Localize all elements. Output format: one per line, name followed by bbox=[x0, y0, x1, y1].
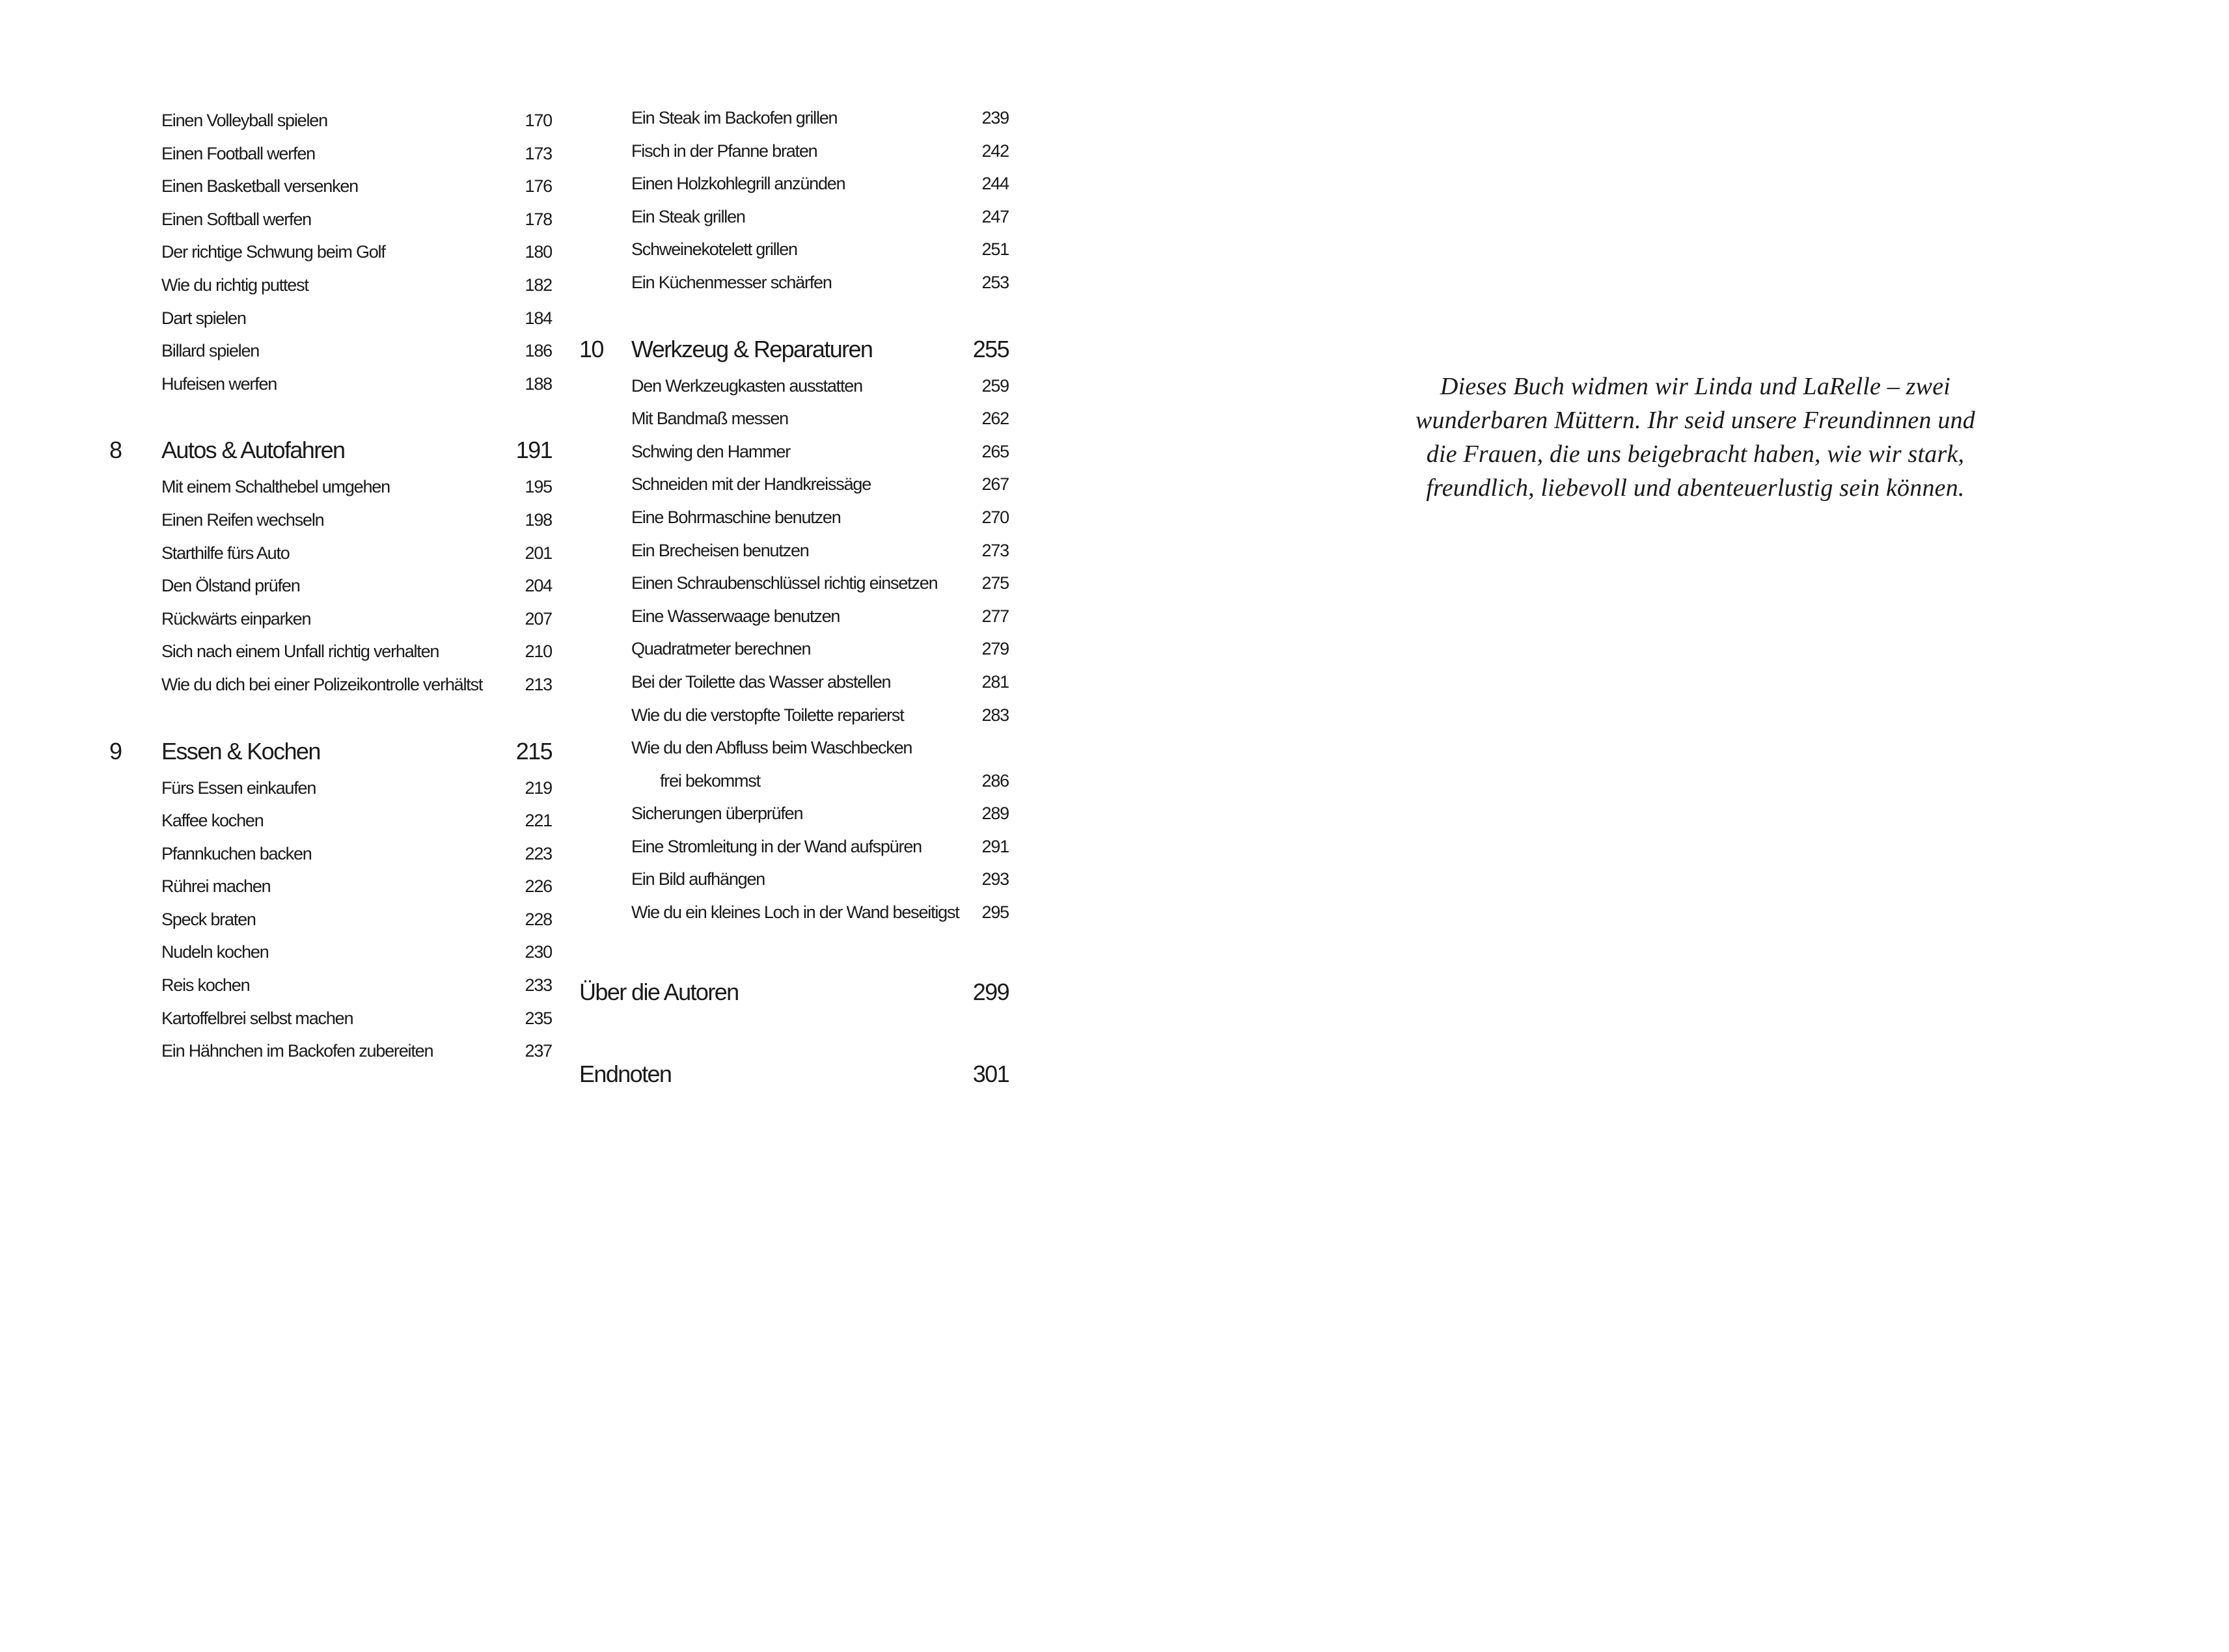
toc-entry-title: Mit Bandmaß messen bbox=[631, 409, 788, 429]
toc-entry-page: 176 bbox=[525, 176, 552, 196]
toc-entry bbox=[579, 442, 1009, 475]
toc-entry-title: Wie du die verstopfte Toilette reparierst bbox=[631, 705, 904, 725]
dedication-line: wunderbaren Müttern. Ihr seid unsere Freundinnen und bbox=[1415, 407, 1975, 434]
toc-entry bbox=[579, 738, 1009, 771]
toc-entry-title: Wie du dich bei einer Polizeikontrolle verhältst bbox=[161, 674, 483, 694]
toc-entry-page: 204 bbox=[525, 576, 552, 596]
toc-entry-page: 223 bbox=[525, 843, 552, 863]
toc-entry-page: 289 bbox=[981, 804, 1009, 824]
toc-chapter-heading bbox=[579, 336, 1009, 376]
toc-entry-page: 262 bbox=[981, 409, 1009, 429]
toc-entry-title: Fürs Essen einkaufen bbox=[161, 778, 316, 798]
toc-entry-title: Einen Volleyball spielen bbox=[161, 111, 327, 130]
toc-entry-page: 226 bbox=[525, 876, 552, 897]
toc-entry-page: 265 bbox=[981, 441, 1009, 461]
toc-entry bbox=[579, 273, 1009, 306]
toc-entry bbox=[109, 510, 552, 543]
toc-entry-title: Einen Basketball versenken bbox=[161, 176, 359, 196]
toc-section-authors bbox=[579, 979, 1009, 1019]
toc-entry-title: Dart spielen bbox=[161, 308, 246, 328]
chapter-title: Essen & Kochen bbox=[161, 737, 320, 765]
toc-entry-page: 188 bbox=[525, 373, 552, 394]
toc-entry-title: Schwing den Hammer bbox=[631, 441, 791, 461]
toc-entry-title: Der richtige Schwung beim Golf bbox=[161, 242, 385, 262]
chapter-page: 191 bbox=[515, 437, 552, 464]
chapter-title: Werkzeug & Reparaturen bbox=[631, 335, 873, 362]
toc-entry bbox=[579, 207, 1009, 240]
dedication bbox=[1341, 370, 2050, 505]
toc-entry-page: 279 bbox=[981, 639, 1009, 659]
chapter-page: 255 bbox=[972, 335, 1009, 362]
toc-entry-title: Schneiden mit der Handkreissäge bbox=[631, 474, 871, 494]
toc-entry-title: Den Ölstand prüfen bbox=[161, 576, 300, 596]
toc-entry-page: 182 bbox=[525, 275, 552, 295]
toc-entry-page: 293 bbox=[981, 869, 1009, 889]
toc-entry-title: Eine Bohrmaschine benutzen bbox=[631, 507, 841, 527]
toc-entry bbox=[109, 642, 552, 675]
toc-entry bbox=[109, 675, 552, 708]
chapter-number: 8 bbox=[109, 437, 122, 464]
toc-entry bbox=[109, 374, 552, 407]
toc-entry bbox=[579, 771, 1009, 804]
toc-entry-title: Billard spielen bbox=[161, 341, 260, 361]
section-title: Endnoten bbox=[579, 1060, 672, 1087]
toc-entry bbox=[109, 876, 552, 910]
toc-entry-title: Wie du den Abfluss beim Waschbecken bbox=[631, 738, 912, 758]
toc-entry-page: 210 bbox=[525, 642, 552, 662]
toc-entry-title: Nudeln kochen bbox=[161, 942, 269, 962]
toc-entry bbox=[579, 639, 1009, 672]
toc-entry-page: 201 bbox=[525, 543, 552, 563]
toc-entry-page: 228 bbox=[525, 909, 552, 929]
toc-entry-title: Einen Football werfen bbox=[161, 143, 315, 163]
toc-entry bbox=[579, 837, 1009, 870]
toc-entry bbox=[109, 543, 552, 576]
toc-entry bbox=[109, 778, 552, 811]
toc-entry-page: 277 bbox=[981, 606, 1009, 626]
toc-entry-title: frei bekommst bbox=[660, 770, 760, 791]
toc-entry bbox=[579, 239, 1009, 273]
toc-entry-page: 186 bbox=[525, 341, 552, 361]
toc-entry-title: Ein Bild aufhängen bbox=[631, 869, 765, 889]
toc-entry bbox=[109, 275, 552, 308]
toc-entry-page: 275 bbox=[981, 573, 1009, 593]
toc-right-column bbox=[579, 108, 1009, 1101]
toc-entry bbox=[109, 910, 552, 943]
toc-entry-page: 233 bbox=[525, 975, 552, 995]
toc-entry-page: 180 bbox=[525, 242, 552, 262]
chapter-number: 9 bbox=[109, 737, 122, 765]
toc-group-sports bbox=[109, 111, 552, 407]
chapter-title: Autos & Autofahren bbox=[161, 437, 345, 464]
toc-entry bbox=[109, 176, 552, 210]
toc-entry bbox=[579, 902, 1009, 936]
toc-entry-page: 170 bbox=[525, 111, 552, 130]
section-title: Über die Autoren bbox=[579, 978, 739, 1005]
section-page: 299 bbox=[972, 978, 1009, 1005]
toc-group-cooking-continued bbox=[579, 108, 1009, 306]
toc-entry-page: 251 bbox=[981, 239, 1009, 260]
toc-entry bbox=[109, 1041, 552, 1074]
toc-entry-page: 270 bbox=[981, 507, 1009, 527]
toc-entry bbox=[109, 844, 552, 877]
toc-entry-page: 273 bbox=[981, 540, 1009, 560]
dedication-line: freundlich, liebevoll und abenteuerlustig sein können. bbox=[1426, 474, 1965, 502]
toc-entry bbox=[109, 576, 552, 609]
toc-entry-page: 239 bbox=[981, 108, 1009, 128]
toc-entry-page: 283 bbox=[981, 705, 1009, 725]
toc-entry-title: Wie du richtig puttest bbox=[161, 275, 308, 295]
toc-entry bbox=[109, 975, 552, 1009]
toc-chapter-heading bbox=[109, 437, 552, 477]
toc-entry-page: 207 bbox=[525, 608, 552, 629]
toc-entry bbox=[579, 409, 1009, 442]
toc-entry bbox=[579, 804, 1009, 837]
toc-entry-title: Ein Steak im Backofen grillen bbox=[631, 108, 838, 128]
toc-entry-title: Rührei machen bbox=[161, 876, 271, 897]
chapter-page: 215 bbox=[515, 737, 552, 765]
toc-entry-page: 198 bbox=[525, 509, 552, 530]
toc-entry-title: Sich nach einem Unfall richtig verhalten bbox=[161, 642, 439, 662]
toc-entry bbox=[579, 606, 1009, 640]
toc-entry bbox=[109, 308, 552, 342]
toc-entry-title: Einen Schraubenschlüssel richtig einsetzen bbox=[631, 573, 938, 593]
toc-entry-page: 178 bbox=[525, 209, 552, 229]
toc-entry bbox=[579, 108, 1009, 141]
toc-entry-title: Starthilfe fürs Auto bbox=[161, 543, 290, 563]
toc-entry bbox=[109, 242, 552, 275]
toc-entry-title: Kaffee kochen bbox=[161, 811, 264, 831]
toc-entry-page: 247 bbox=[981, 206, 1009, 226]
toc-entry-page: 195 bbox=[525, 477, 552, 497]
toc-entry-page: 253 bbox=[981, 272, 1009, 292]
toc-entry-title: Einen Holzkohlegrill anzünden bbox=[631, 174, 845, 194]
toc-left-column bbox=[109, 111, 552, 1074]
toc-entry-title: Fisch in der Pfanne braten bbox=[631, 141, 817, 161]
toc-entry-page: 281 bbox=[981, 671, 1009, 692]
toc-entry-page: 237 bbox=[525, 1041, 552, 1061]
toc-entry bbox=[109, 477, 552, 510]
toc-entry-title: Ein Hähnchen im Backofen zubereiten bbox=[161, 1041, 433, 1061]
toc-entry bbox=[579, 705, 1009, 738]
toc-group-tools bbox=[579, 376, 1009, 936]
toc-entry-title: Eine Wasserwaage benutzen bbox=[631, 606, 840, 626]
toc-entry-page: 173 bbox=[525, 143, 552, 163]
toc-entry-title: Ein Steak grillen bbox=[631, 206, 745, 226]
toc-entry bbox=[109, 210, 552, 243]
toc-entry-title: Pfannkuchen backen bbox=[161, 843, 312, 863]
toc-entry bbox=[579, 869, 1009, 902]
toc-entry-page: 184 bbox=[525, 308, 552, 328]
toc-entry-title: Hufeisen werfen bbox=[161, 373, 277, 394]
toc-entry-page: 235 bbox=[525, 1008, 552, 1028]
toc-entry bbox=[109, 341, 552, 374]
toc-entry bbox=[109, 144, 552, 177]
toc-entry-title: Schweinekotelett grillen bbox=[631, 239, 797, 260]
toc-entry-title: Eine Stromleitung in der Wand aufspüren bbox=[631, 836, 922, 856]
toc-entry-title: Reis kochen bbox=[161, 975, 250, 995]
toc-group-cooking bbox=[109, 778, 552, 1074]
toc-entry-page: 219 bbox=[525, 778, 552, 798]
toc-chapter-heading bbox=[109, 738, 552, 778]
toc-entry bbox=[109, 1009, 552, 1042]
toc-entry-title: Einen Softball werfen bbox=[161, 209, 311, 229]
toc-entry-title: Rückwärts einparken bbox=[161, 608, 311, 629]
toc-entry bbox=[579, 141, 1009, 174]
toc-entry-page: 295 bbox=[981, 902, 1009, 923]
toc-entry bbox=[579, 541, 1009, 574]
toc-entry bbox=[109, 609, 552, 642]
dedication-line: Dieses Buch widmen wir Linda und LaRelle – zwei bbox=[1440, 373, 1951, 400]
toc-entry-page: 291 bbox=[981, 836, 1009, 856]
toc-entry-title: Den Werkzeugkasten ausstatten bbox=[631, 375, 862, 396]
toc-entry-page: 242 bbox=[981, 141, 1009, 161]
toc-entry-title: Quadratmeter berechnen bbox=[631, 639, 811, 659]
toc-entry-title: Kartoffelbrei selbst machen bbox=[161, 1008, 353, 1028]
section-page: 301 bbox=[972, 1060, 1009, 1087]
dedication-line: die Frauen, die uns beigebracht haben, wie wir stark, bbox=[1426, 440, 1965, 468]
toc-entry bbox=[109, 111, 552, 144]
toc-entry-page: 221 bbox=[525, 811, 552, 831]
toc-entry-page: 230 bbox=[525, 942, 552, 962]
toc-section-endnotes bbox=[579, 1061, 1009, 1101]
toc-entry bbox=[579, 376, 1009, 409]
toc-entry-title: Mit einem Schalthebel umgehen bbox=[161, 477, 390, 497]
toc-entry-title: Ein Küchenmesser schärfen bbox=[631, 272, 832, 292]
toc-entry-title: Wie du ein kleines Loch in der Wand beseitigst bbox=[631, 902, 959, 923]
toc-entry bbox=[109, 811, 552, 844]
toc-entry-title: Ein Brecheisen benutzen bbox=[631, 540, 809, 560]
toc-entry-title: Speck braten bbox=[161, 909, 256, 929]
toc-entry bbox=[579, 573, 1009, 606]
toc-entry-title: Bei der Toilette das Wasser abstellen bbox=[631, 671, 891, 692]
toc-entry bbox=[109, 942, 552, 975]
toc-entry bbox=[579, 508, 1009, 541]
toc-entry-title: Einen Reifen wechseln bbox=[161, 509, 324, 530]
toc-group-cars bbox=[109, 477, 552, 707]
toc-entry bbox=[579, 474, 1009, 508]
toc-entry-page: 259 bbox=[981, 375, 1009, 396]
toc-entry-page: 213 bbox=[525, 674, 552, 694]
toc-entry bbox=[579, 174, 1009, 207]
chapter-number: 10 bbox=[579, 335, 603, 362]
toc-entry-page: 286 bbox=[981, 770, 1009, 791]
toc-entry bbox=[579, 672, 1009, 705]
toc-entry-page: 244 bbox=[981, 174, 1009, 194]
toc-entry-page: 267 bbox=[981, 474, 1009, 494]
toc-entry-title: Sicherungen überprüfen bbox=[631, 804, 803, 824]
